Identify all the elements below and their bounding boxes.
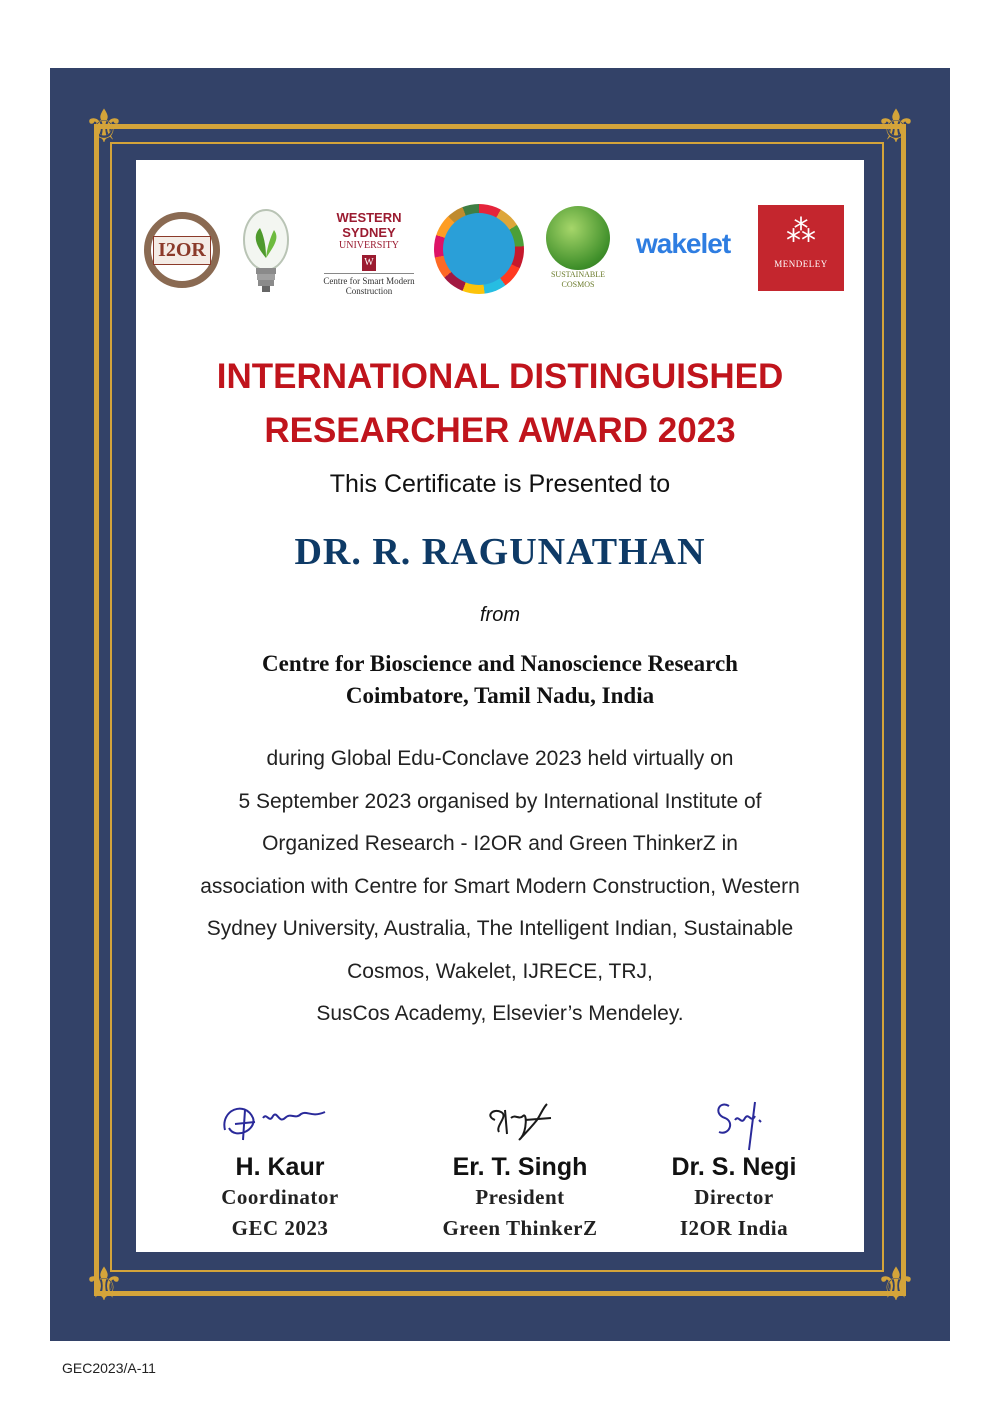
certificate-body bbox=[140, 738, 860, 1036]
award-title: INTERNATIONAL DISTINGUISHED RESEARCHER AWARD 2023 bbox=[216, 357, 784, 450]
institution: Centre for Bioscience and Nanoscience Research Coimbatore, Tamil Nadu, India bbox=[262, 651, 738, 708]
signatory-name: H. Kaur bbox=[235, 1153, 325, 1181]
western-sydney-university-logo: WESTERN SYDNEY UNIVERSITY W Centre for Smart Modern Construction bbox=[323, 210, 415, 296]
fleur-de-lis-icon: ⚜ bbox=[875, 99, 917, 153]
signatory-role: President bbox=[475, 1185, 565, 1209]
signature-image bbox=[170, 1090, 390, 1152]
intelligent-indian-logo bbox=[434, 204, 524, 294]
signatory-president bbox=[410, 1090, 630, 1244]
signature-image bbox=[624, 1090, 844, 1152]
signatory-director bbox=[624, 1090, 844, 1244]
sponsor-logos bbox=[140, 200, 860, 310]
i2or-logo: I2OR bbox=[144, 212, 220, 288]
recipient-name: DR. R. RAGUNATHAN bbox=[294, 531, 706, 573]
body-line: during Global Edu-Conclave 2023 held virtually on bbox=[266, 747, 734, 770]
body-line: Cosmos, Wakelet, IJRECE, TRJ, bbox=[347, 959, 653, 983]
wakelet-logo: wakelet bbox=[636, 228, 731, 259]
signatory-name: Dr. S. Negi bbox=[671, 1153, 797, 1181]
body-line: SusCos Academy, Elsevier’s Mendeley. bbox=[316, 1002, 684, 1025]
certificate-code: GEC2023/A-11 bbox=[62, 1360, 156, 1376]
sustainable-cosmos-logo: SUSTAINABLE COSMOS bbox=[536, 206, 620, 306]
fleur-de-lis-icon: ⚜ bbox=[875, 1257, 917, 1311]
body-line: Organized Research - I2OR and Green ThinkerZ in bbox=[262, 832, 738, 855]
signatory-role: Director bbox=[694, 1185, 774, 1209]
from-text: from bbox=[480, 604, 520, 626]
signatory-org: GEC 2023 bbox=[231, 1216, 329, 1240]
mendeley-logo: ⁂ MENDELEY bbox=[758, 205, 844, 291]
fleur-de-lis-icon: ⚜ bbox=[83, 99, 125, 153]
body-line: association with Centre for Smart Modern Construction, Western bbox=[200, 874, 800, 898]
fleur-de-lis-icon: ⚜ bbox=[83, 1257, 125, 1311]
signatory-coordinator bbox=[170, 1090, 390, 1244]
signatory-role: Coordinator bbox=[221, 1185, 339, 1209]
signatory-name: Er. T. Singh bbox=[452, 1153, 588, 1181]
signatory-org: Green ThinkerZ bbox=[442, 1216, 598, 1240]
body-line: Sydney University, Australia, The Intelligent Indian, Sustainable bbox=[206, 917, 794, 940]
body-line: 5 September 2023 organised by International Institute of bbox=[238, 789, 762, 813]
signature-image bbox=[410, 1090, 630, 1152]
green-thinkerz-logo bbox=[242, 206, 290, 300]
presented-to-text: This Certificate is Presented to bbox=[329, 470, 671, 498]
signatory-org: I2OR India bbox=[679, 1216, 789, 1240]
